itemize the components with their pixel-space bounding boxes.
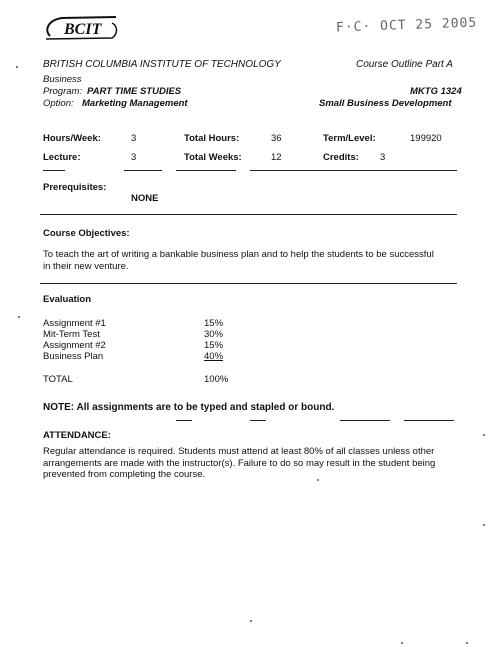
evaluation-item-weight: 15%	[204, 340, 224, 351]
objectives-heading: Course Objectives:	[43, 228, 130, 239]
attendance-text	[43, 446, 451, 481]
evaluation-total-value: 100%	[204, 374, 229, 385]
info-rule-3	[176, 170, 236, 171]
note-rule-3	[340, 420, 390, 421]
attendance-line-3: prevented from completing the course.	[43, 469, 206, 480]
evaluation-item-name: Assignment #2	[43, 340, 106, 351]
lecture-label: Lecture:	[43, 152, 81, 163]
course-title: Small Business Development	[319, 98, 452, 109]
evaluation-item-name: Business Plan	[43, 351, 104, 362]
note-rule-2	[250, 420, 266, 421]
note-rule-1	[176, 420, 192, 421]
outline-label: Course Outline Part A	[356, 59, 453, 70]
term-level-value: 199920	[410, 133, 442, 144]
info-rule-1	[43, 170, 65, 171]
scan-speck	[401, 642, 403, 644]
evaluation-total-label: TOTAL	[43, 374, 73, 385]
scan-speck	[16, 66, 18, 68]
scan-speck	[250, 620, 252, 622]
objectives-line-1: To teach the art of writing a bankable business plan and to help the students to be successful	[43, 249, 434, 260]
objectives-line-2: in their new venture.	[43, 260, 129, 272]
note-rule-4	[404, 420, 454, 421]
section-rule	[40, 214, 457, 215]
evaluation-item-name: Mit-Term Test	[43, 329, 100, 340]
total-weeks-value: 12	[271, 152, 282, 163]
scan-speck	[466, 642, 468, 644]
option-value: Marketing Management	[82, 98, 188, 109]
term-level-label: Term/Level:	[323, 133, 376, 144]
scan-speck	[483, 524, 485, 526]
prerequisites-value: NONE	[131, 193, 159, 204]
course-code: MKTG 1324	[410, 86, 462, 97]
scan-speck	[483, 434, 485, 436]
institute-name: BRITISH COLUMBIA INSTITUTE OF TECHNOLOGY	[43, 59, 281, 70]
credits-value: 3	[380, 152, 386, 163]
lecture-value: 3	[131, 152, 137, 163]
hours-week-value: 3	[131, 133, 137, 144]
total-hours-value: 36	[271, 133, 282, 144]
attendance-line-1: Regular attendance is required. Students must attend at least 80% of all classes unless other	[43, 446, 435, 457]
option-label: Option:	[43, 98, 74, 109]
assignments-note: NOTE: All assignments are to be typed and stapled or bound.	[43, 402, 335, 413]
prerequisites-label: Prerequisites:	[43, 182, 107, 193]
evaluation-item-name: Assignment #1	[43, 318, 106, 329]
info-rule-4	[250, 170, 457, 171]
scan-speck	[18, 316, 20, 318]
program-label: Program:	[43, 86, 83, 97]
svg-text:BCIT: BCIT	[64, 21, 102, 38]
credits-label: Credits:	[323, 152, 359, 163]
school-name: Business	[43, 74, 82, 85]
evaluation-item-weight: 15%	[204, 318, 224, 329]
scan-speck	[317, 479, 319, 481]
received-stamp: F·C· OCT 25 2005	[335, 15, 478, 36]
bcit-logo	[42, 14, 120, 42]
info-rule-2	[124, 170, 162, 171]
evaluation-item-weight: 40%	[204, 351, 224, 362]
hours-week-label: Hours/Week:	[43, 133, 101, 144]
attendance-heading: ATTENDANCE:	[43, 430, 111, 441]
objectives-text	[43, 249, 451, 272]
total-hours-label: Total Hours:	[184, 133, 240, 144]
attendance-line-2: arrangements are made with the instructor(s). Failure to do so may result in the student being	[43, 457, 436, 469]
total-weeks-label: Total Weeks:	[184, 152, 242, 163]
section-rule	[40, 283, 457, 284]
evaluation-item-weight: 30%	[204, 329, 224, 340]
evaluation-heading: Evaluation	[43, 294, 92, 305]
program-value: PART TIME STUDIES	[87, 86, 182, 97]
